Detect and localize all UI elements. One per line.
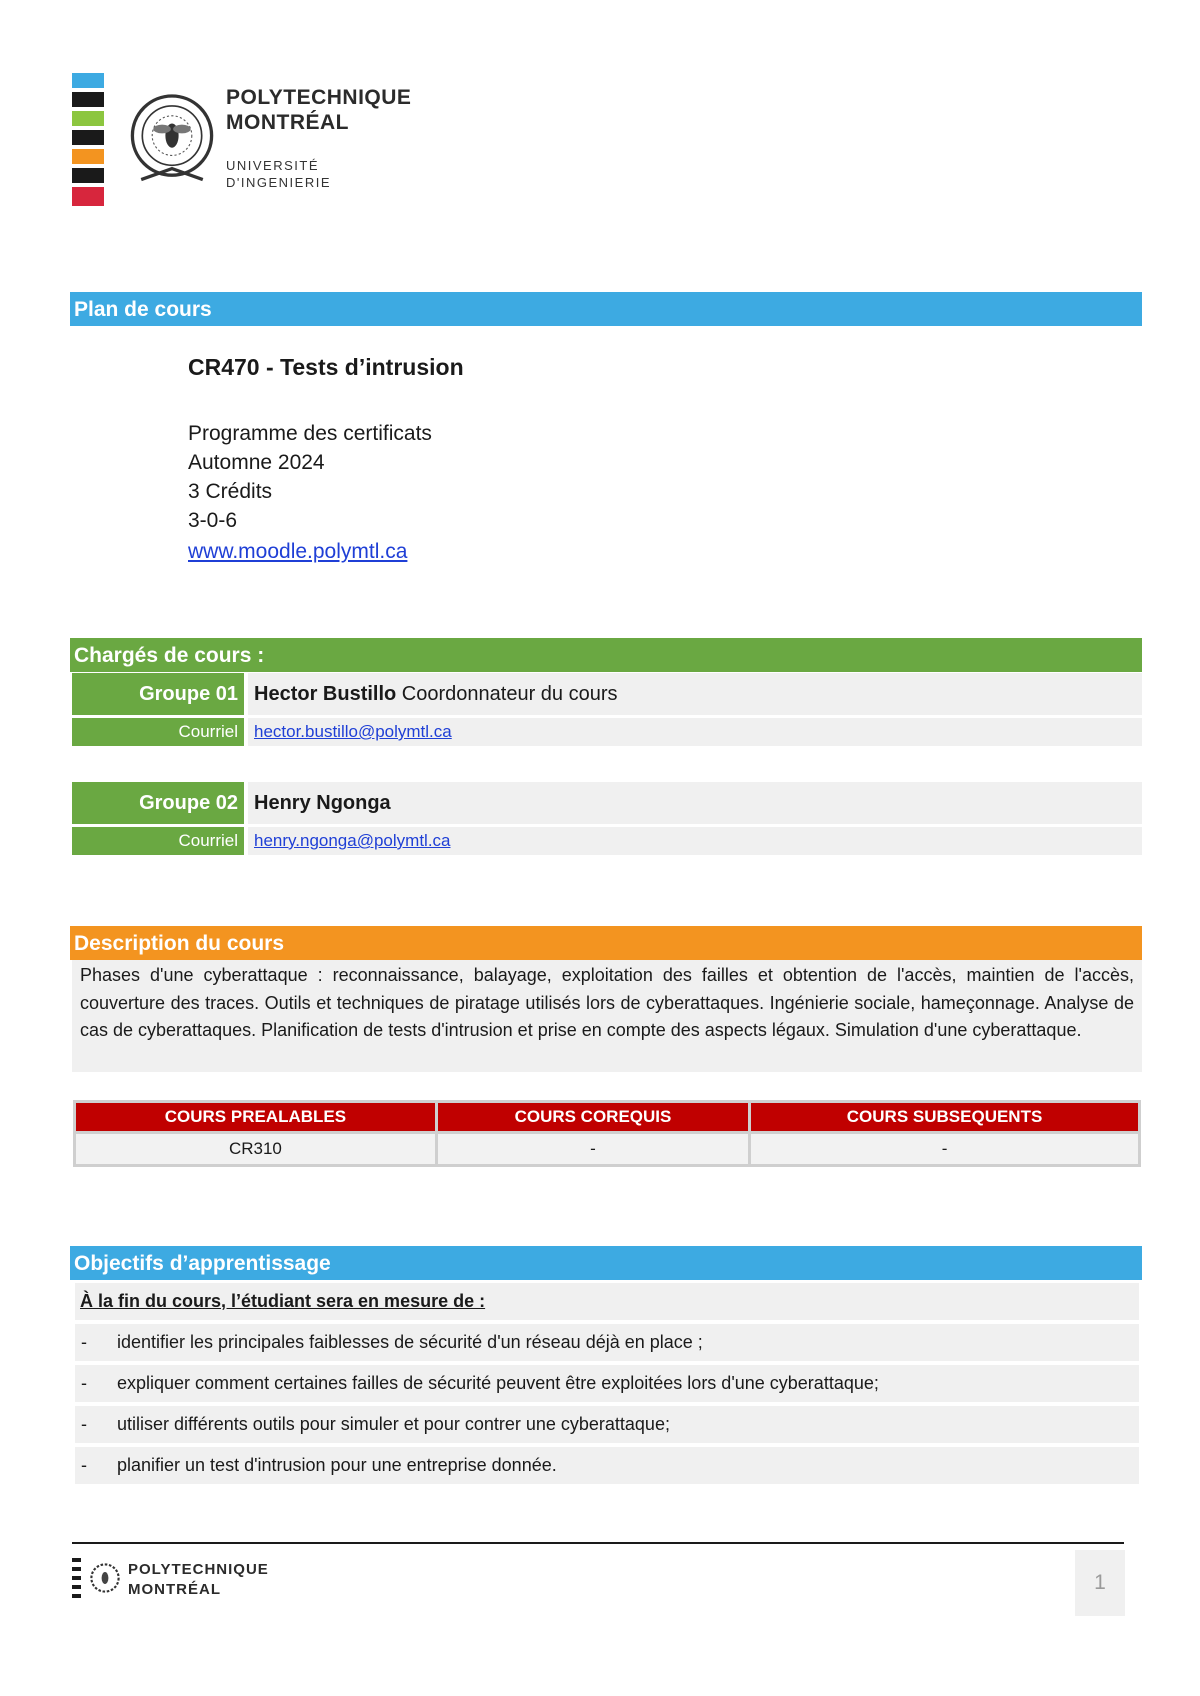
seal-icon bbox=[117, 85, 227, 195]
table-header: COURS SUBSEQUENTS bbox=[751, 1103, 1138, 1131]
instructors-header: Chargés de cours : bbox=[70, 638, 1142, 672]
description-header: Description du cours bbox=[70, 926, 1142, 960]
logo-stripe bbox=[72, 149, 104, 164]
group-label: Groupe 01 bbox=[72, 673, 244, 715]
page-number: 1 bbox=[1075, 1550, 1125, 1616]
objective-text: identifier les principales faiblesses de sécurité d'un réseau déjà en place ; bbox=[117, 1332, 703, 1352]
instructor-name-row bbox=[248, 673, 1142, 715]
list-item bbox=[75, 1324, 1139, 1361]
logo-stripe bbox=[72, 187, 104, 206]
logo-stripe bbox=[72, 168, 104, 183]
instructor-name: Hector Bustillo bbox=[254, 683, 397, 705]
bullet: - bbox=[81, 1332, 87, 1352]
instructor-email-link[interactable]: henry.ngonga@polymtl.ca bbox=[254, 831, 451, 850]
seal-icon bbox=[88, 1561, 122, 1595]
polytechnique-logo bbox=[72, 73, 412, 208]
footer-logo-name: POLYTECHNIQUE MONTRÉAL bbox=[128, 1561, 269, 1598]
credits-line: 3 Crédits bbox=[188, 480, 273, 503]
table-cell: - bbox=[751, 1134, 1138, 1164]
plan-header: Plan de cours bbox=[70, 292, 1142, 326]
table-header: COURS PREALABLES bbox=[76, 1103, 435, 1131]
moodle-link[interactable]: www.moodle.polymtl.ca bbox=[188, 540, 408, 563]
group-label: Groupe 02 bbox=[72, 782, 244, 824]
email-row bbox=[248, 827, 1142, 855]
footer-logo bbox=[72, 1558, 292, 1606]
logo-subtitle: UNIVERSITÉ D'INGENIERIE bbox=[226, 158, 331, 190]
table-cell: - bbox=[438, 1134, 748, 1164]
session-line: Automne 2024 bbox=[188, 451, 325, 474]
objectives-intro: À la fin du cours, l’étudiant sera en mesure de : bbox=[75, 1283, 1139, 1320]
objectives-header: Objectifs d’apprentissage bbox=[70, 1246, 1142, 1280]
table-cell: CR310 bbox=[76, 1134, 435, 1164]
table-header: COURS COREQUIS bbox=[438, 1103, 748, 1131]
logo-stripe bbox=[72, 92, 104, 107]
footer-divider bbox=[72, 1542, 1124, 1544]
logo-stripe bbox=[72, 111, 104, 126]
list-item bbox=[75, 1406, 1139, 1443]
description-text: Phases d'une cyberattaque : reconnaissance, balayage, exploitation des failles et obtention de l'accès, maintien de l'accès, couverture des traces. Outils et techniques de piratage utilisés lors de cyberattaques. Ingénierie sociale, hameçonnage. Analyse de cas de cyberattaques. Planification de tests d'intrusion et prise en compte des aspects légaux. Simulation d'une cyberattaque. bbox=[72, 960, 1142, 1072]
instructor-role: Coordonnateur du cours bbox=[396, 683, 618, 705]
objective-text: planifier un test d'intrusion pour une entreprise donnée. bbox=[117, 1455, 557, 1475]
instructor-name-row bbox=[248, 782, 1142, 824]
program-line: Programme des certificats bbox=[188, 422, 432, 445]
list-item bbox=[75, 1365, 1139, 1402]
email-row bbox=[248, 718, 1142, 746]
bullet: - bbox=[81, 1414, 87, 1434]
email-label: Courriel bbox=[72, 827, 244, 855]
moodle-link-row bbox=[188, 540, 407, 564]
instructor-name: Henry Ngonga bbox=[254, 792, 391, 814]
logo-name: POLYTECHNIQUE MONTRÉAL bbox=[226, 86, 412, 134]
bullet: - bbox=[81, 1455, 87, 1475]
course-title: CR470 - Tests d’intrusion bbox=[188, 354, 464, 380]
objective-text: utiliser différents outils pour simuler et pour contrer une cyberattaque; bbox=[117, 1414, 670, 1434]
email-label: Courriel bbox=[72, 718, 244, 746]
bullet: - bbox=[81, 1373, 87, 1393]
instructor-email-link[interactable]: hector.bustillo@polymtl.ca bbox=[254, 722, 452, 741]
objective-text: expliquer comment certaines failles de sécurité peuvent être exploitées lors d'une cyberattaque; bbox=[117, 1373, 879, 1393]
list-item bbox=[75, 1447, 1139, 1484]
hours-line: 3-0-6 bbox=[188, 509, 238, 532]
logo-stripe bbox=[72, 73, 104, 88]
requirements-table bbox=[73, 1100, 1141, 1167]
logo-stripe bbox=[72, 130, 104, 145]
